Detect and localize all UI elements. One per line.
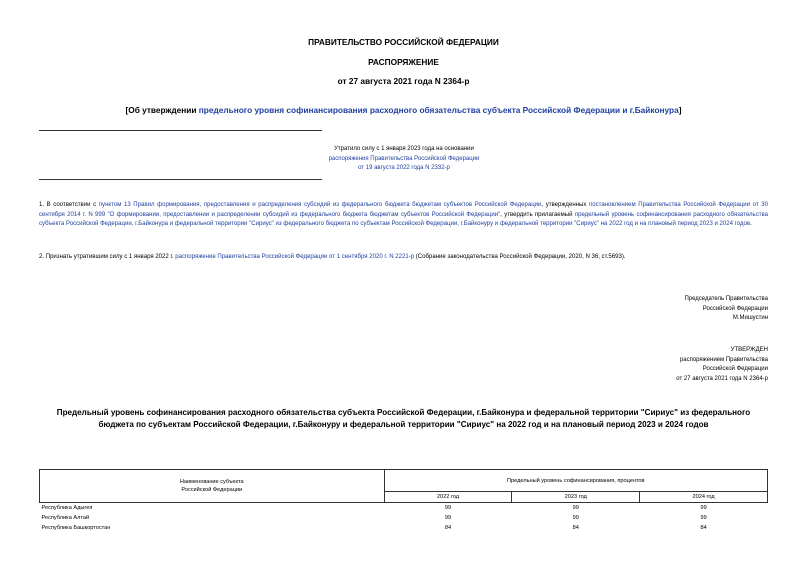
signature-name: М.Мишустин: [732, 315, 768, 321]
approved-by: распоряжением Правительства: [679, 356, 768, 363]
table-row: [40, 523, 768, 533]
title-link[interactable]: предельного уровня софинансирования расходного обязательства субъекта Российской Федерации и г.Байконура: [198, 105, 679, 115]
government-heading: ПРАВИТЕЛЬСТВО РОССИЙСКОЙ ФЕДЕРАЦИИ: [308, 37, 499, 47]
table-row: [40, 503, 768, 514]
row-name: Республика Алтай: [41, 515, 90, 521]
p1-text-1: 1. В соответствии с: [39, 202, 99, 208]
row-value: 99: [444, 505, 452, 511]
row-value: 84: [700, 525, 707, 531]
document-date-number: от 27 августа 2021 года N 2364-р: [337, 76, 470, 86]
p1-text-3: , утвердить прилагаемый: [500, 211, 575, 218]
row-value: 99: [572, 505, 579, 511]
signature-position: Председатель Правительства: [684, 296, 768, 302]
lost-force-line: Утратило силу с 1 января 2023 года на основании: [334, 146, 474, 152]
paragraph-2: [39, 253, 768, 263]
cofinancing-table: [39, 469, 768, 533]
table-row: [40, 513, 768, 523]
paragraph-1: [39, 201, 768, 230]
lost-force-link-order[interactable]: распоряжения Правительства Российской Федерации: [328, 155, 480, 162]
row-name: Республика Адыгея: [41, 505, 93, 511]
signature-block: [508, 295, 768, 324]
row-value: 99: [444, 515, 452, 521]
row-value: 84: [444, 525, 452, 531]
document-title: [0, 105, 807, 115]
row-value: 84: [572, 525, 579, 531]
lost-force-link-date[interactable]: от 19 августа 2022 года N 2332-р: [358, 165, 450, 171]
p2-link-order[interactable]: распоряжение Правительства Российской Федерации от 1 сентября 2020 г. N 2221-р: [175, 254, 415, 260]
row-value: 99: [700, 505, 707, 511]
table-title: Предельный уровень софинансирования расходного обязательства субъекта Российской Федерации, г.Байконура и федеральной территории "Сириус" из федерального бюджета по субъектам Российской Федерации, г.Байконуру и федеральной территории "Сириус" на 2022 год и на плановый период 2023 и 2024 годов: [56, 408, 751, 429]
p2-text-1: 2. Признать утратившим силу с 1 января 2022 г.: [39, 254, 176, 260]
title-open: [Об утверждении: [125, 105, 199, 115]
p1-link-resolution[interactable]: постановлением Правительства Российской Федерации от 30 сентября 2014 г. N 999 "О формировании, предоставлении и распределении субсидий из федерального бюджета бюджетам субъектов Российской Федерации": [39, 202, 768, 218]
p1-link-rules[interactable]: пунктом 13 Правил формирования, предоставления и распределения субсидий из федерального бюджета бюджетам субъектов Российской Федерации: [98, 202, 542, 208]
signature-org: Российской Федерации: [702, 305, 768, 312]
p1-link-level[interactable]: предельный уровень софинансирования расходного обязательства субъекта Российской Федерации, г.Байконура и федеральной территории "Сириус" из федерального бюджета по субъектам Российской Федерации, г.Байконуру и федеральной территории "Сириус" на 2022 год и на плановый период 2023 и 2024 годов: [39, 211, 768, 227]
row-name: Республика Башкортостан: [41, 525, 111, 531]
approved-label: УТВЕРЖДЕН: [730, 347, 768, 353]
p2-text-2: (Собрание законодательства Российской Федерации, 2020, N 36, ст.5693).: [414, 254, 626, 260]
header-subject: Наименование субъекта Российской Федерации: [40, 470, 385, 503]
approved-org: Российской Федерации: [702, 366, 768, 372]
p1-text-2: , утвержденных: [541, 202, 589, 208]
lost-force-note: [224, 145, 584, 174]
header-year-2023: 2023 год: [512, 492, 640, 503]
divider-bottom: [39, 179, 322, 180]
p1-text-4: .: [750, 221, 752, 227]
header-year-2024: 2024 год: [640, 492, 768, 503]
approved-date: от 27 августа 2021 года N 2364-р: [676, 375, 768, 382]
row-value: 99: [700, 515, 707, 521]
divider-top: [39, 130, 322, 131]
header-year-2022: 2022 год: [384, 492, 512, 503]
row-value: 99: [572, 515, 579, 521]
title-close: ]: [678, 105, 682, 115]
header-level: Предельный уровень софинансирования, процентов: [384, 470, 767, 492]
approved-block: [508, 346, 768, 384]
document-type: РАСПОРЯЖЕНИЕ: [368, 57, 439, 67]
